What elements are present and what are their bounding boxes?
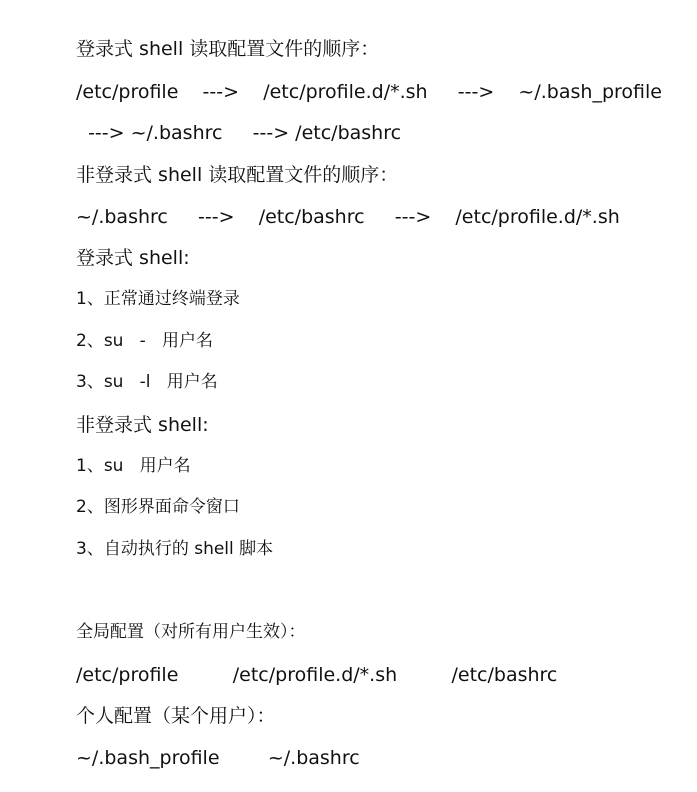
login-shell-label: 登录式 shell:	[76, 247, 190, 269]
personal-config-files: ~/.bash_profile ~/.bashrc	[76, 747, 360, 769]
list-item: 1、正常通过终端登录	[76, 289, 240, 309]
personal-config-heading: 个人配置（某个用户）：	[76, 705, 276, 727]
nonlogin-shell-label: 非登录式 shell:	[76, 414, 209, 436]
global-config-heading: 全局配置（对所有用户生效）：	[76, 622, 306, 642]
login-order-heading: 登录式 shell 读取配置文件的顺序：	[76, 38, 380, 60]
list-item: 3、自动执行的 shell 脚本	[76, 539, 274, 559]
login-order-line-1: /etc/profile ---> /etc/profile.d/*.sh ---> ~/.bash_profile	[76, 81, 662, 103]
nonlogin-order-heading: 非登录式 shell 读取配置文件的顺序：	[76, 164, 399, 186]
list-item: 2、图形界面命令窗口	[76, 497, 240, 517]
nonlogin-order-line: ~/.bashrc ---> /etc/bashrc ---> /etc/profile.d/*.sh	[76, 206, 620, 228]
list-item: 3、su -l 用户名	[76, 372, 218, 392]
list-item: 2、su - 用户名	[76, 331, 214, 351]
login-order-line-2: ---> ~/.bashrc ---> /etc/bashrc	[76, 122, 402, 144]
list-item: 1、su 用户名	[76, 456, 191, 476]
global-config-files: /etc/profile /etc/profile.d/*.sh /etc/bashrc	[76, 664, 558, 686]
